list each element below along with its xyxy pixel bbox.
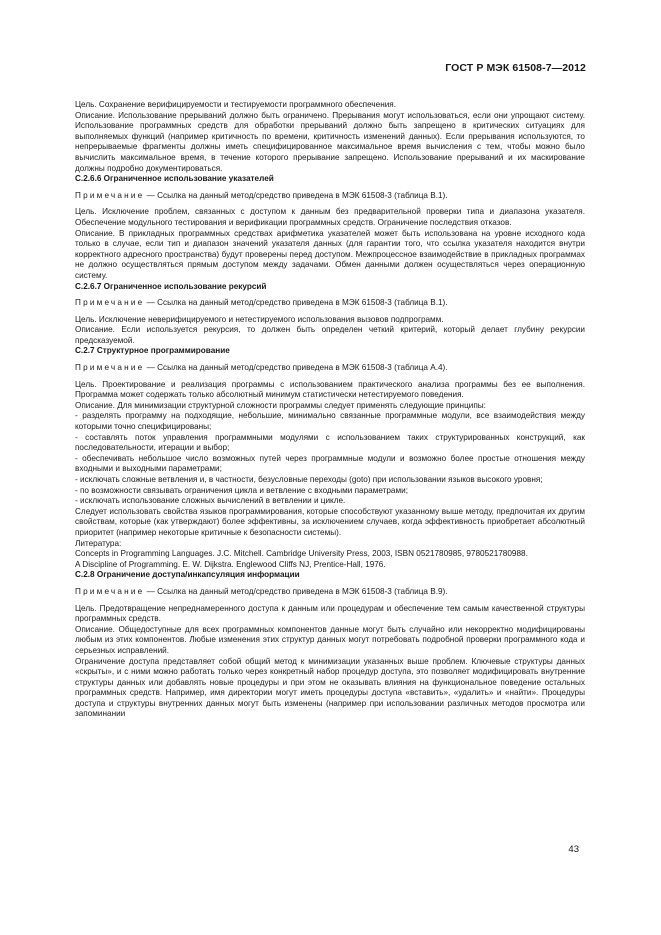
- paragraph: Литература:: [75, 538, 122, 548]
- section-heading: C.2.7 Структурное программирование: [75, 346, 230, 356]
- note-label: Примечание: [75, 298, 145, 308]
- note: [75, 191, 585, 202]
- section-heading: C.2.6.7 Ограниченное использование рекурсий: [75, 281, 267, 291]
- section-heading: C.2.8 Ограничение доступа/инкапсуляция информации: [75, 570, 300, 580]
- paragraph: Описание. В прикладных программных средствах арифметика указателей может быть использована на уровне исходного кода только в случае, если тип и диапазон значений указателя данных (для гарантии того, что ссылка указателя находится внутри корректного адресного пространства) будут проверены перед доступом. Межпроцессное взаимодействие в прикладных программах не должно осуществляться прямым доступом между задачами. Обмен данными должен осуществляться через операционную систему.: [75, 228, 585, 280]
- paragraph: Ограничение доступа представляет собой общий метод к минимизации указанных выше проблем. Ключевые структуры данных «скрыты», и с ними можно работать только через конкретный набор процедур доступа, это позволяет модифицировать внутренние структуры данных или добавлять новые процедуры и при этом не оказывать влияния на функциональное поведение остальных программных средств. Например, имя директории могут иметь процедуры доступа «вставить», «удалить» и «найти». Процедуры доступа и структуры внутренних данных могут быть изменены (например при использовании различных методов просмотра или запоминании: [75, 656, 585, 719]
- paragraph: Описание. Если используется рекурсия, то должен быть определен четкий критерий, который делает глубину рекурсии предсказуемой.: [75, 325, 585, 345]
- note: [75, 298, 585, 309]
- list-item: - разделять программу на подходящие, небольшие, минимально связанные программные модули, все взаимодействия между которыми точно специфицированы;: [75, 411, 585, 432]
- page-header: ГОСТ Р МЭК 61508-7—2012: [445, 62, 586, 74]
- note-text: — Ссылка на данный метод/средство приведена в МЭК 61508-3 (таблица B.1).: [144, 298, 448, 308]
- reference-entry: A Discipline of Programming. E. W. Dijkstra. Englewood Cliffs NJ, Prentice-Hall, 1976.: [75, 559, 386, 569]
- page-number: 43: [568, 844, 579, 855]
- list-item: - исключать использование сложных вычислений в ветвлении и цикле.: [75, 496, 346, 506]
- paragraph: Цель. Исключение неверифицируемого и нетестируемого использования вызовов подпрограмм.: [75, 314, 444, 324]
- note-text: — Ссылка на данный метод/средство приведена в МЭК 61508-3 (таблица A.4).: [144, 363, 448, 373]
- paragraph: Следует использовать свойства языков программирования, которые способствуют указанному выше методу, предпочитая их другим свойствам, которые (как утверждают) более эффективны, за исключением случаев, когда эффективность приобретает абсолютный приоритет (например некоторые критичные к безопасности системы).: [75, 506, 585, 537]
- note-text: — Ссылка на данный метод/средство приведена в МЭК 61508-3 (таблица B.9).: [144, 586, 448, 596]
- list-item: - составлять поток управления программными модулями с использованием таких структурированных конструкций, как последовательности, итерации и выбор;: [75, 432, 585, 453]
- paragraph: Цель. Проектирование и реализация программы с использованием практического анализа программы без ее выполнения. Программа может содержать только абсолютный минимум статистически нетестируемого поведения.: [75, 379, 585, 400]
- list-item: - по возможности связывать ограничения цикла и ветвление с входными параметрами;: [75, 485, 408, 495]
- note-label: Примечание: [75, 363, 145, 373]
- document-body: [75, 100, 585, 720]
- note: [75, 363, 585, 374]
- note: [75, 587, 585, 598]
- paragraph: Цель. Сохранение верифицируемости и тестируемости программного обеспечения.: [75, 100, 397, 109]
- list-item: - обеспечивать небольшое число возможных путей через программные модули и возможно более простые отношения между входными и выходными параметрами;: [75, 453, 585, 474]
- paragraph: Цель. Исключение проблем, связанных с доступом к данным без предварительной проверки типа и диапазона указателя. Обеспечение модульного тестирования и верификации программных средств. Ограничение последствия отказов.: [75, 207, 585, 227]
- note-text: — Ссылка на данный метод/средство приведена в МЭК 61508-3 (таблица B.1).: [144, 190, 448, 200]
- reference-entry: Concepts in Programming Languages. J.C. Mitchell. Cambridge University Press, 2003, ISBN 0521780985, 9780521780988.: [75, 549, 528, 559]
- paragraph: Описание. Общедоступные для всех программных компонентов данные могут быть случайно или некорректно модифицированы любым из этих компонентов. Любые изменения этих структур данных могут потребовать подробной проверки программного кода и серьезных исправлений.: [75, 624, 585, 655]
- paragraph: Описание. Использование прерываний должно быть ограничено. Прерывания могут использоваться, если они упрощают систему. Использование программных средств для обработки прерываний должно быть запрещено в критических ситуациях для выполняемых функций (например критичность по времени, критичность изменений данных). Если прерывания используются, то непрерываемые фрагменты должны иметь специфицированное максимальное время вычисления с тем, чтобы можно было вычислить максимальное время, в течение которого прерывание запрещено. Использование прерываний и их маскирование должны подробно документироваться.: [75, 110, 585, 173]
- section-heading: C.2.6.6 Ограниченное использование указателей: [75, 174, 274, 184]
- note-label: Примечание: [75, 586, 145, 596]
- paragraph: Цель. Предотвращение непреднамеренного доступа к данным или процедурам и обеспечение тем самым качественной структуры программных средств.: [75, 603, 585, 624]
- paragraph: Описание. Для минимизации структурной сложности программы следует применять следующие принципы:: [75, 400, 486, 410]
- note-label: Примечание: [75, 190, 145, 200]
- list-item: - исключать сложные ветвления и, в частности, безусловные переходы (goto) при использовании языков высокого уровня;: [75, 475, 543, 484]
